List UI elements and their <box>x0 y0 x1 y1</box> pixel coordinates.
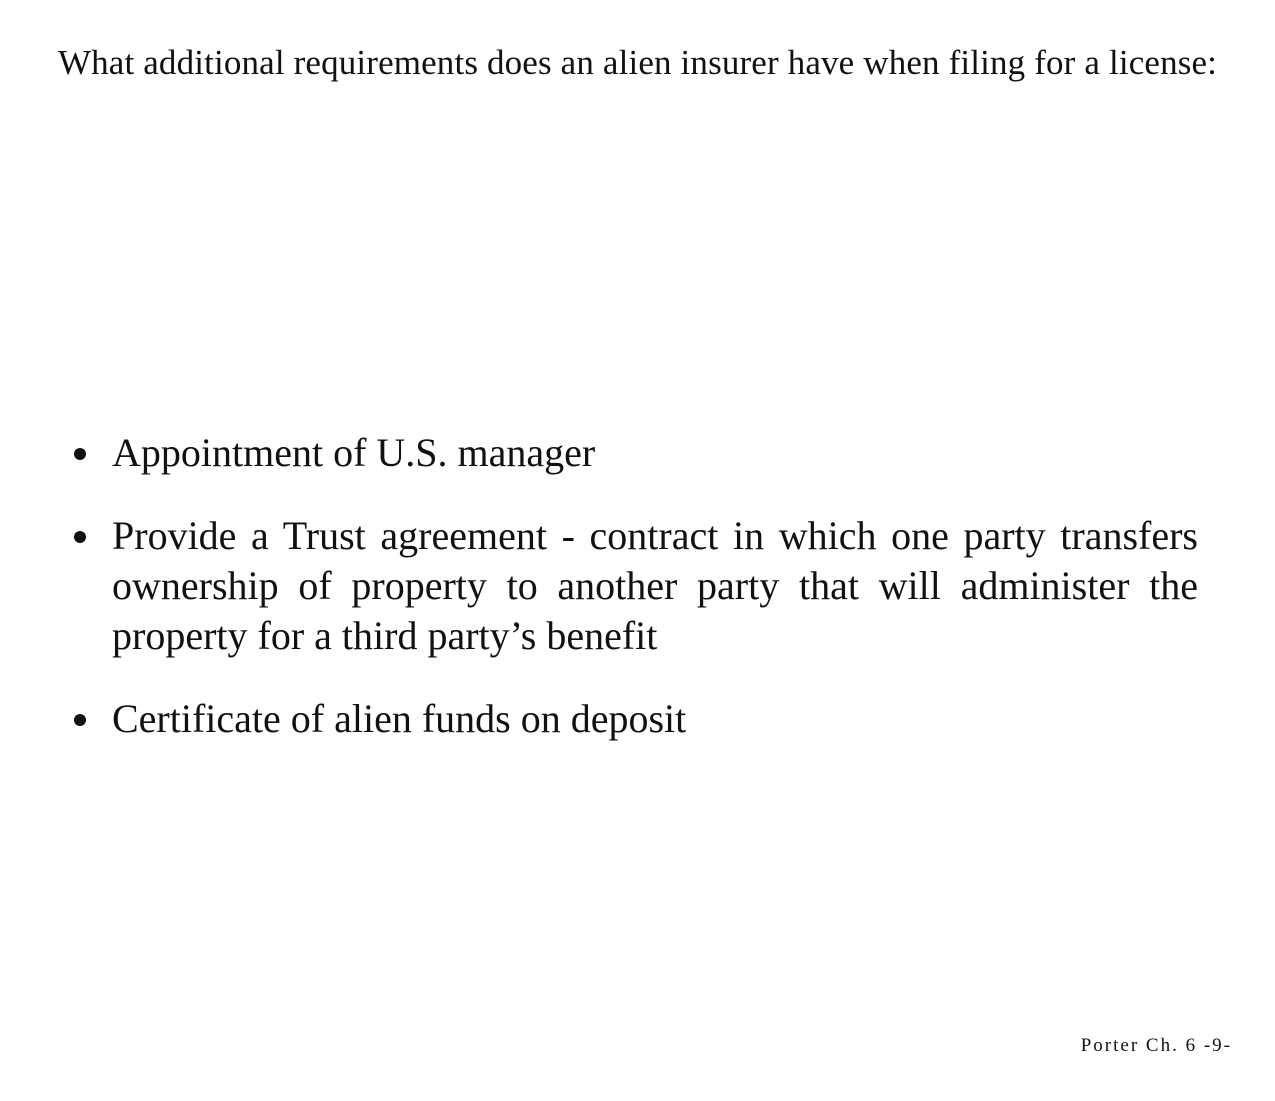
bullet-item <box>68 511 1198 661</box>
bullet-text: Provide a Trust agreement - contract in which one party transfers ownership of property to another party that will administer the property for a third party’s benefit <box>112 513 1198 658</box>
bullet-text: Appointment of U.S. manager <box>112 430 596 475</box>
slide-title: What additional requirements does an alien insurer have when filing for a license: <box>57 43 1218 82</box>
bullet-text: Certificate of alien funds on deposit <box>112 696 687 741</box>
bullet-item <box>68 694 1198 744</box>
bullet-dot-icon <box>74 531 86 543</box>
bullet-dot-icon <box>74 448 86 460</box>
page-footer: Porter Ch. 6 -9- <box>1080 1035 1232 1056</box>
bullet-item <box>68 428 1198 478</box>
bullet-dot-icon <box>74 714 86 726</box>
bullet-list <box>68 428 1198 744</box>
